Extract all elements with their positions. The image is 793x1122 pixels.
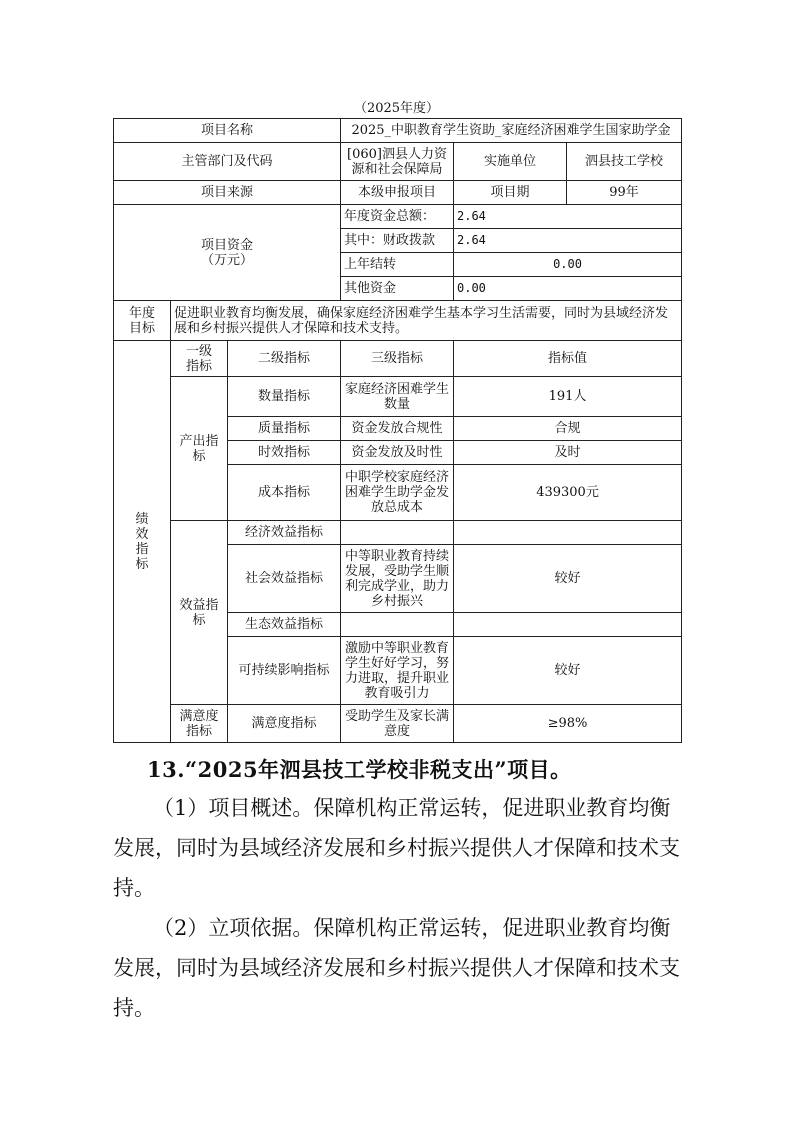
output-quantity-value: 191人	[454, 377, 682, 417]
benefit-economic-value	[454, 521, 682, 545]
satisfaction-level2: 满意度指标	[228, 705, 341, 743]
annual-goal-value: 促进职业教育均衡发展，确保家庭经济困难学生基本学习生活需要，同时为县域经济发展和乡村振兴提供人才保障和技术支持。	[171, 301, 682, 341]
performance-target-table	[113, 118, 682, 743]
benefit-sustainable-level2: 可持续影响指标	[228, 637, 341, 705]
header-level2: 二级指标	[228, 341, 341, 377]
benefit-economic-level3	[341, 521, 454, 545]
perf-indicator-label: 绩 效 指 标	[114, 341, 171, 743]
benefit-ecological-level3	[341, 613, 454, 637]
benefit-ecological-level2: 生态效益指标	[228, 613, 341, 637]
output-quality-value: 合规	[454, 417, 682, 441]
funds-fiscal-label: 其中：财政拨款	[341, 229, 454, 253]
output-cost-level2: 成本指标	[228, 465, 341, 521]
satisfaction-level3: 受助学生及家长满意度	[341, 705, 454, 743]
benefit-social-level3: 中等职业教育持续发展，受助学生顺利完成学业，助力乡村振兴	[341, 545, 454, 613]
output-cost-level3: 中职学校家庭经济困难学生助学金发放总成本	[341, 465, 454, 521]
paragraph-basis-text: （2）立项依据。保障机构正常运转，促进职业教育均衡发展，同时为县域经济发展和乡村振兴提供人才保障和技术支持。	[113, 916, 680, 1020]
project-name-value: 2025_中职教育学生资助_家庭经济困难学生国家助学金	[341, 119, 682, 143]
paragraph-overview	[113, 788, 683, 908]
output-timeliness-level3: 资金发放及时性	[341, 441, 454, 465]
funds-label: 项目资金 （万元）	[114, 205, 341, 301]
funds-carryover-value: 0.00	[454, 253, 682, 277]
output-timeliness-value: 及时	[454, 441, 682, 465]
output-quantity-level2: 数量指标	[228, 377, 341, 417]
output-quality-level3: 资金发放合规性	[341, 417, 454, 441]
source-label: 项目来源	[114, 181, 341, 205]
header-level1: 一级 指标	[171, 341, 228, 377]
impl-unit-label: 实施单位	[454, 143, 567, 181]
benefit-indicator-label: 效益指 标	[171, 521, 228, 705]
benefit-sustainable-value: 较好	[454, 637, 682, 705]
dept-value: [060]泗县人力资源和社会保障局	[341, 143, 454, 181]
benefit-social-value: 较好	[454, 545, 682, 613]
dept-label: 主管部门及代码	[114, 143, 341, 181]
funds-fiscal-value: 2.64	[454, 229, 682, 253]
header-level3: 三级指标	[341, 341, 454, 377]
benefit-sustainable-level3: 激励中等职业教育学生好好学习，努力进取，提升职业教育吸引力	[341, 637, 454, 705]
output-indicator-label: 产出指 标	[171, 377, 228, 521]
funds-total-label: 年度资金总额：	[341, 205, 454, 229]
impl-unit-value: 泗县技工学校	[567, 143, 682, 181]
output-quality-level2: 质量指标	[228, 417, 341, 441]
section-heading: 13.“2025年泗县技工学校非税支出”项目。	[147, 757, 572, 782]
benefit-social-level2: 社会效益指标	[228, 545, 341, 613]
funds-other-label: 其他资金	[341, 277, 454, 301]
funds-carryover-label: 上年结转	[341, 253, 454, 277]
output-cost-value: 439300元	[454, 465, 682, 521]
benefit-ecological-value	[454, 613, 682, 637]
paragraph-basis	[113, 908, 683, 1028]
source-value: 本级申报项目	[341, 181, 454, 205]
benefit-economic-level2: 经济效益指标	[228, 521, 341, 545]
project-name-label: 项目名称	[114, 119, 341, 143]
period-value: 99年	[567, 181, 682, 205]
funds-other-value: 0.00	[454, 277, 682, 301]
annual-goal-label: 年度 目标	[114, 301, 171, 341]
output-quantity-level3: 家庭经济困难学生数量	[341, 377, 454, 417]
output-timeliness-level2: 时效指标	[228, 441, 341, 465]
period-label: 项目期	[454, 181, 567, 205]
funds-total-value: 2.64	[454, 205, 682, 229]
satisfaction-indicator-label: 满意度 指标	[171, 705, 228, 743]
paragraph-overview-text: （1）项目概述。保障机构正常运转，促进职业教育均衡发展，同时为县域经济发展和乡村振兴提供人才保障和技术支持。	[113, 796, 680, 900]
year-caption: （2025年度）	[353, 101, 440, 116]
satisfaction-value: ≥98%	[454, 705, 682, 743]
header-value: 指标值	[454, 341, 682, 377]
